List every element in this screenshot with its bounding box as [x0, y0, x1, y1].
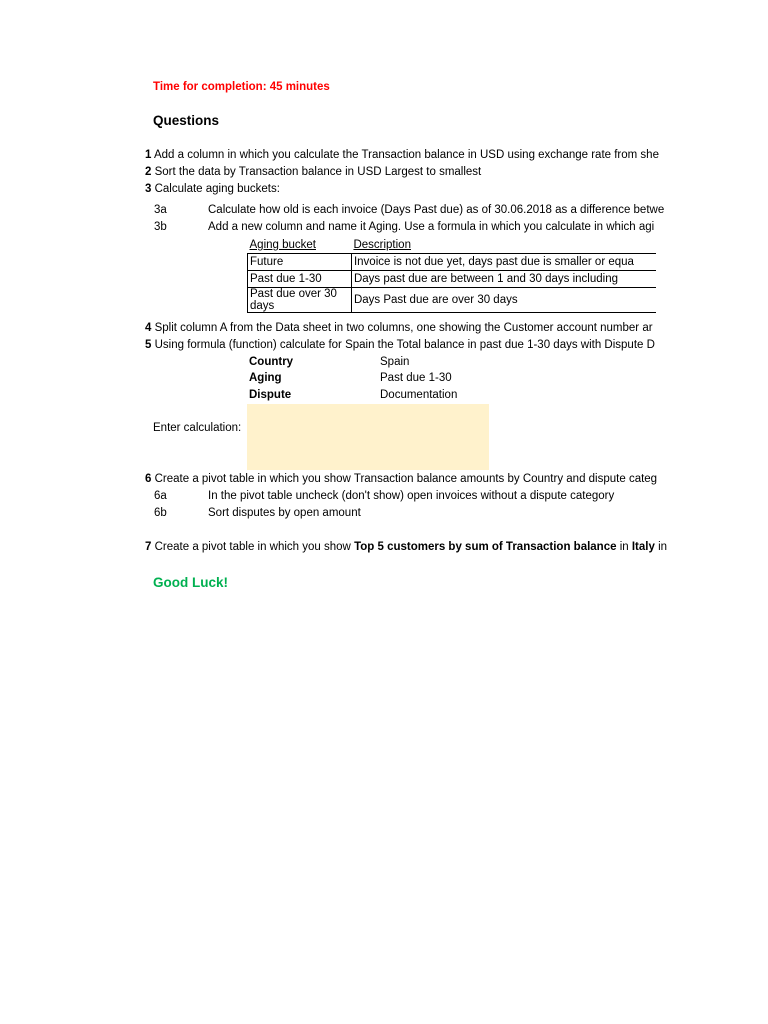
time-limit: Time for completion: 45 minutes: [153, 81, 330, 93]
column-header: Description: [353, 239, 411, 251]
table-cell[interactable]: Invoice is not due yet, days past due is smaller or equa: [351, 254, 656, 271]
question-text-part: in: [654, 541, 668, 553]
page-title: Questions: [153, 113, 220, 128]
question-number: 6: [145, 473, 152, 485]
subquestion-text: Calculate how old is each invoice (Days Past due) as of 30.06.2018 as a difference betwe: [208, 204, 665, 216]
question-text-part: in: [616, 541, 632, 553]
column-header: Aging bucket: [249, 239, 316, 251]
question-text: Using formula (function) calculate for Spain the Total balance in past due 1-30 days with Dispute D: [154, 339, 655, 351]
subquestion-number: 6b: [154, 507, 167, 519]
criteria-country-value[interactable]: Spain: [380, 356, 410, 368]
subquestion-number: 3b: [154, 221, 167, 233]
table-cell[interactable]: Days past due are between 1 and 30 days including: [351, 271, 656, 288]
table-cell[interactable]: Future: [248, 254, 352, 271]
question-number: 7: [145, 541, 152, 553]
question-number: 2: [145, 166, 152, 178]
subquestion-text: In the pivot table uncheck (don't show) open invoices without a dispute category: [208, 490, 615, 502]
table-row: [248, 271, 657, 288]
calculation-input-cell[interactable]: [247, 404, 489, 470]
calculation-label: Enter calculation:: [153, 422, 242, 434]
question-text-part: Create a pivot table in which you show: [154, 541, 355, 553]
subquestion-number: 3a: [154, 204, 167, 216]
table-row: [248, 288, 657, 313]
table-cell[interactable]: Days Past due are over 30 days: [351, 288, 656, 313]
criteria-aging-label: Aging: [249, 372, 282, 384]
question-7: [145, 541, 667, 553]
question-number: 3: [145, 183, 152, 195]
question-2: [145, 166, 481, 178]
table-cell[interactable]: Past due over 30 days: [248, 288, 352, 313]
question-text: Sort the data by Transaction balance in USD Largest to smallest: [154, 166, 482, 178]
question-1: [145, 149, 659, 161]
question-6: [145, 473, 657, 485]
question-4: [145, 322, 653, 334]
criteria-dispute-label: Dispute: [249, 389, 292, 401]
question-text: Split column A from the Data sheet in two columns, one showing the Customer account number ar: [154, 322, 653, 334]
question-number: 4: [145, 322, 152, 334]
subquestion-text: Add a new column and name it Aging. Use a formula in which you calculate in which agi: [208, 221, 655, 233]
criteria-dispute-value[interactable]: Documentation: [380, 389, 458, 401]
question-text: Create a pivot table in which you show Transaction balance amounts by Country and dispute categ: [154, 473, 658, 485]
question-number: 5: [145, 339, 152, 351]
criteria-country-label: Country: [249, 356, 294, 368]
question-3: [145, 183, 280, 195]
question-text: Calculate aging buckets:: [154, 183, 280, 195]
question-number: 1: [145, 149, 152, 161]
question-text-bold: Italy: [631, 541, 655, 553]
table-row: [248, 254, 657, 271]
question-text-bold: Top 5 customers by sum of Transaction balance: [354, 541, 617, 553]
question-5: [145, 339, 655, 351]
table-header-row: [248, 237, 657, 254]
table-cell[interactable]: Past due 1-30: [248, 271, 352, 288]
question-text: Add a column in which you calculate the Transaction balance in USD using exchange rate from she: [153, 149, 659, 161]
aging-bucket-table: [247, 237, 656, 313]
subquestion-number: 6a: [154, 490, 167, 502]
good-luck-message: Good Luck!: [153, 575, 228, 590]
criteria-aging-value[interactable]: Past due 1-30: [380, 372, 452, 384]
subquestion-text: Sort disputes by open amount: [208, 507, 361, 519]
